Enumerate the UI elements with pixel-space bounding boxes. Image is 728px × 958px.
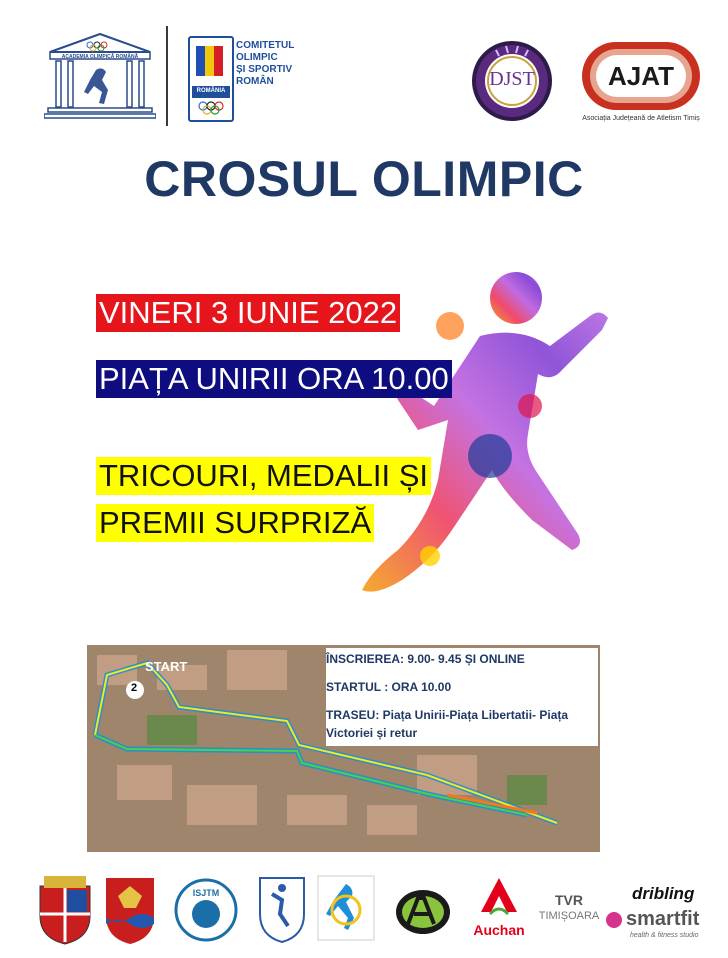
dribling-smartfit-logos [604, 874, 704, 946]
event-info [326, 648, 598, 746]
start-info: STARTUL : ORA 10.00 [326, 680, 452, 694]
coc-badge-text: ROMÂNIA [196, 88, 226, 94]
sports-club-logo [394, 874, 452, 946]
route-info: TRASEU: Piața Unirii-Piața Libertatii- Piața Victoriei și retur [326, 708, 569, 740]
registration-info: ÎNSCRIEREA: 9.00- 9.45 ȘI ONLINE [326, 652, 525, 666]
ajat-caption: Asociația Județeană de Atletism Timiș [582, 115, 700, 122]
tvr-timisoara-logo [534, 874, 604, 946]
page-title: CROSUL OLIMPIC [144, 151, 584, 207]
ajat-text: AJAT [608, 61, 674, 91]
county-coat-of-arms-icon [104, 874, 156, 946]
coc-text: COMITETUL OLIMPIC ȘI SPORTIV ROMÂN [236, 40, 295, 87]
academia-olimpica-logo [44, 30, 156, 120]
event-place-banner: PIAȚA UNIRII ORA 10.00 [96, 360, 452, 398]
coc-logo [188, 36, 234, 122]
smartfit-text: smartfit [626, 908, 700, 930]
isjtm-logo [174, 874, 238, 946]
smartfit-tagline: health & fitness studio [630, 932, 699, 939]
smartfit-icon [606, 912, 622, 928]
map-start-label: START [145, 659, 188, 674]
prizes-line-2: PREMII SURPRIZĂ [96, 504, 374, 542]
auchan-logo [468, 874, 530, 946]
event-date-banner: VINERI 3 IUNIE 2022 [96, 294, 400, 332]
dsjt-logo [470, 38, 554, 124]
tvr-city-text: TIMIȘOARA [538, 910, 600, 922]
map-marker-number: 2 [131, 682, 138, 694]
dsjt-text: DJST [489, 68, 535, 90]
auchan-text: Auchan [473, 922, 525, 938]
sports-federation-icon [316, 874, 376, 946]
isjtm-text: ISJTM [192, 888, 220, 898]
header-divider [166, 26, 168, 126]
tvr-text: TVR [555, 892, 583, 908]
dribling-text: dribling [632, 884, 695, 903]
ajat-logo [578, 40, 704, 128]
timis-coat-of-arms-icon [36, 874, 94, 946]
academia-text: ACADEMIA OLIMPICĂ ROMÂNĂ [61, 54, 139, 60]
prizes-line-1: TRICOURI, MEDALII ȘI [96, 457, 431, 495]
club-shield-icon [258, 874, 306, 946]
